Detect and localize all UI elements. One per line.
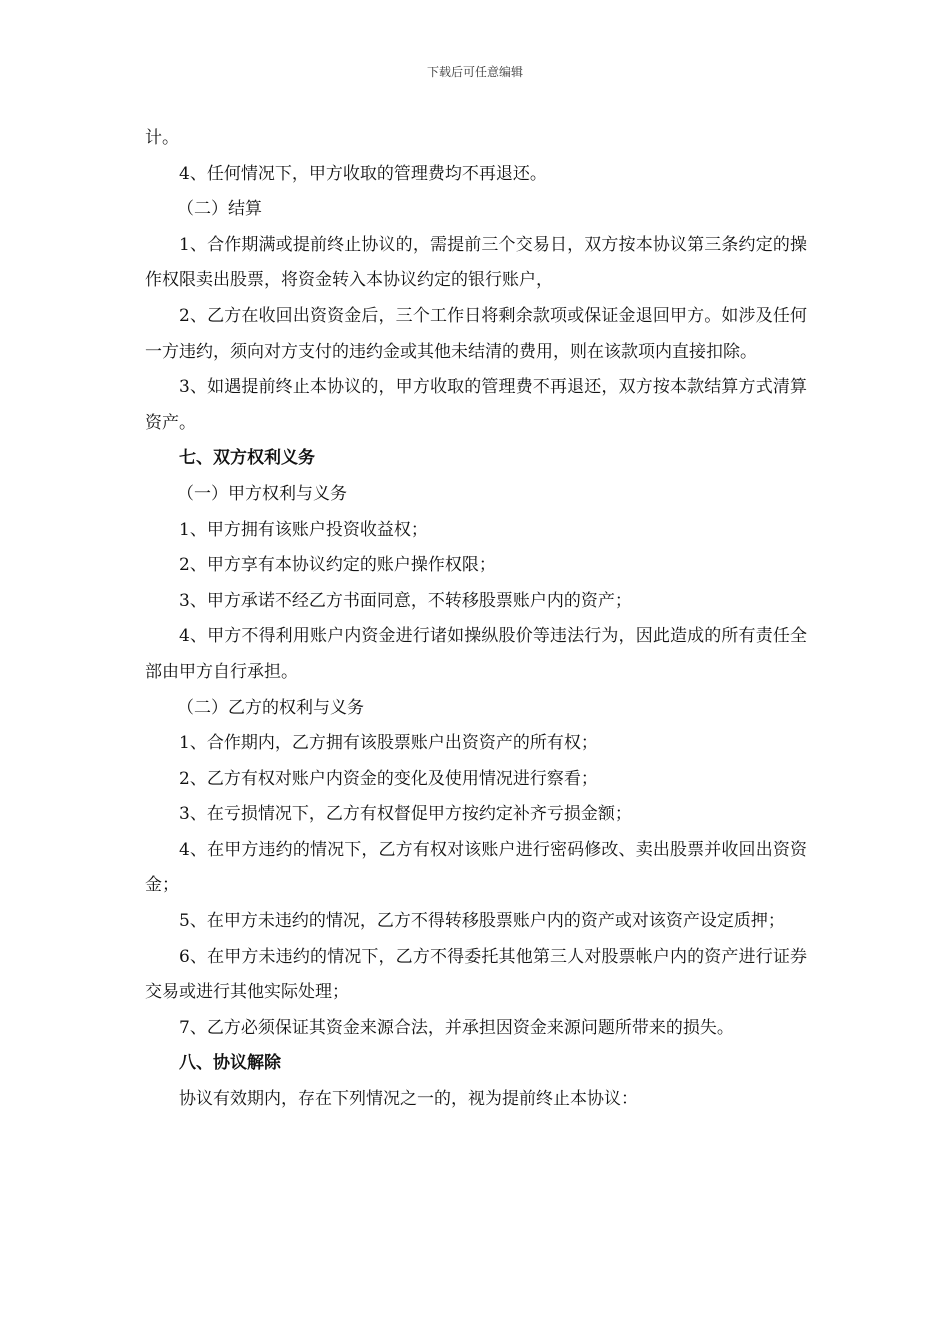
paragraph: 协议有效期内，存在下列情况之一的，视为提前终止本协议： [179,1089,638,1110]
subsection-heading: （二）乙方的权利与义务 [177,697,364,718]
paragraph: 5、在甲方未违约的情况，乙方不得转移股票账户内的资产或对该资产设定质押； [179,911,785,932]
paragraph: 4、在甲方违约的情况下，乙方有权对该账户进行密码修改、卖出股票并收回出资资金； [145,839,807,896]
paragraph: 3、如遇提前终止本协议的，甲方收取的管理费不再退还，双方按本款结算方式清算资产。 [145,377,807,433]
paragraph: 7、乙方必须保证其资金来源合法，并承担因资金来源问题所带来的损失。 [179,1017,734,1038]
subsection-heading: （一）甲方权利与义务 [177,483,347,504]
section-heading: 七、双方权利义务 [179,448,315,469]
page-header: 下载后可任意编辑 [426,65,523,79]
section-heading: 八、协议解除 [179,1053,281,1074]
paragraph: 6、在甲方未违约的情况下，乙方不得委托其他第三人对股票帐户内的资产进行证券交易或进行其他实际处理； [145,946,807,1003]
paragraph: 4、任何情况下，甲方收取的管理费均不再退还。 [179,163,547,184]
paragraph: 2、乙方有权对账户内资金的变化及使用情况进行察看； [179,768,598,789]
document-body [145,121,807,1118]
paragraph: 4、甲方不得利用账户内资金进行诸如操纵股价等违法行为，因此造成的所有责任全部由甲方自行承担。 [145,626,807,682]
paragraph: 2、乙方在收回出资资金后，三个工作日将剩余款项或保证金退回甲方。如涉及任何一方违约，须向对方支付的违约金或其他未结清的费用，则在该款项内直接扣除。 [145,305,807,362]
paragraph: 3、在亏损情况下，乙方有权督促甲方按约定补齐亏损金额； [179,804,632,825]
paragraph: 1、合作期内，乙方拥有该股票账户出资资产的所有权； [179,733,598,754]
paragraph: 1、合作期满或提前终止协议的，需提前三个交易日，双方按本协议第三条约定的操作权限卖出股票，将资金转入本协议约定的银行账户， [145,234,807,291]
subsection-heading: （二）结算 [177,199,262,220]
paragraph: 2、甲方享有本协议约定的账户操作权限； [179,555,496,576]
paragraph: 计。 [145,128,179,148]
paragraph: 1、甲方拥有该账户投资收益权； [179,519,428,540]
paragraph: 3、甲方承诺不经乙方书面同意，不转移股票账户内的资产； [179,590,632,611]
